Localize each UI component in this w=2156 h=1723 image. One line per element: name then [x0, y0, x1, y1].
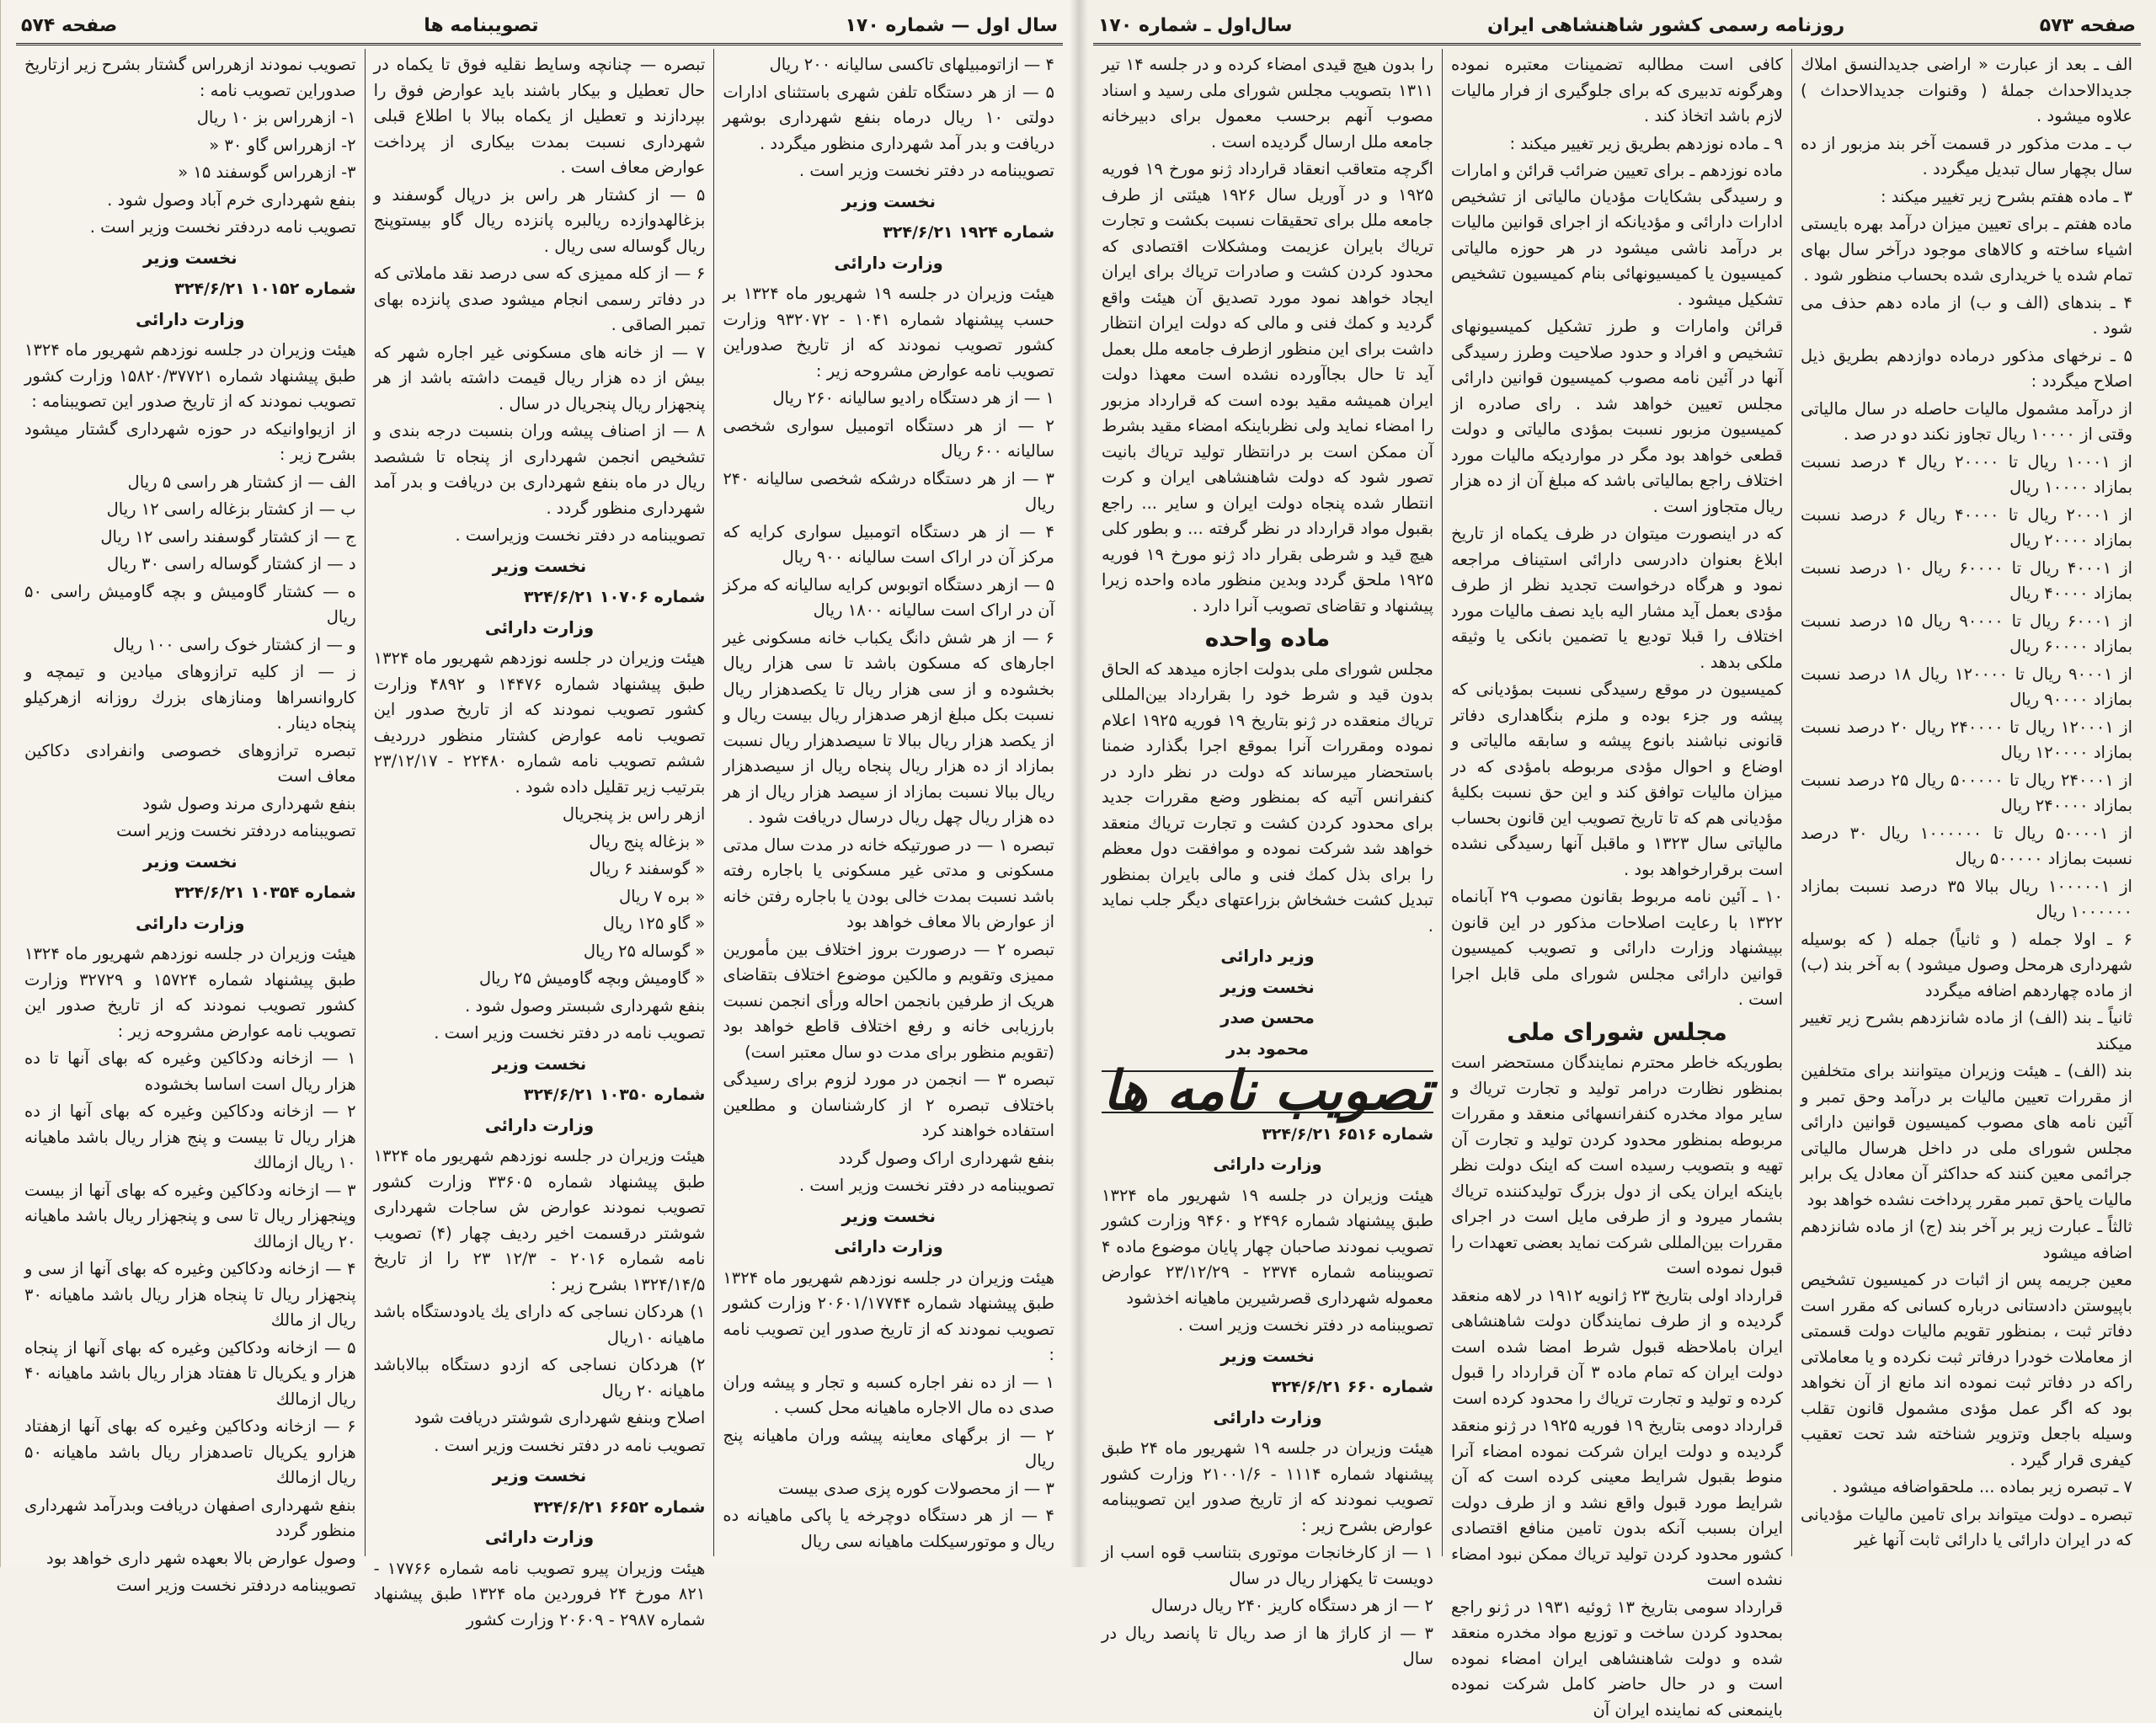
right-columns — [1093, 49, 2141, 1556]
ministry-label: وزارت دارائی — [24, 307, 356, 333]
ministry-label: وزارت دارائی — [374, 616, 706, 642]
paragraph: « گاومیش وبچه گاومیش ۲۵ ریال — [374, 966, 706, 992]
paragraph: هیئت وزیران در جلسه ۱۹ شهریور ماه ۱۳۲۴ بر حسب پیشنهاد شماره ۱۰۴۱ - ۹۳۲۰۷۲ وزارت کشور تصویب نمودند که از تاریخ صدوراین تصویب نامه عوارض مشروحه زیر : — [723, 281, 1054, 384]
paragraph: مجلس شورای ملی بدولت اجازه میدهد که الحاق بدون قید و شرط خود را بقرارداد بین‌المللی تریاك منعقده در ژنو بتاریخ ۱۹ فوریه ۱۹۲۵ اعلام نموده ومقررات آنرا بموقع اجرا بگذارد ضمنا باستحضار میرساند که دولت در نظر دارد در کنفرانس آتیه که بمنظور وضع مقررات جدید برای محدود کردن کشت و تجارت تریاك منعقد خواهد شد شرکت نموده و موافقت دول معظم را برای بذل کمك فنی و مالی بایران بمنظور تبدیل کشت خشخاش بزراعتهای دیگر جلب نماید . — [1102, 657, 1433, 940]
paragraph: ۴ — ازاتومبیلهای تاکسی سالیانه ۲۰۰ ریال — [723, 52, 1054, 78]
paragraph: اگرچه متعاقب انعقاد قرارداد ژنو مورخ ۱۹ فوریه ۱۹۲۵ و در آوریل سال ۱۹۲۶ هیئتی از طرف جامعه ملل برای تحقیقات نسبت بکشت و تجارت تریاك بایران عزیمت ومشکلات اقتصادی که محدود کردن کشت و صادرات تریاك برای ایران ایجاد خواهد نمود مورد تصدیق آن هیئت واقع گردید و کمك فنی و مالی که دولت ایران انتظار داشت برای این منظور ازطرف جامعه ملل بعمل آید تا حال بجاآورده نشده است معهذا دولت ایران همیشه مقید بوده است که قرارداد مزبور را امضاء نماید ولی نظرباینکه امضاء مقید بشرط آن ممکن است بر درانتظار تولید تریاك بانیت تصور شود که دولت شاهنشاهی ایران و کرت انتطار شده پنجاه دولت ایران و سایر ... راجع بقبول مواد قرارداد در نظر گرفته ... و بطور کلی هیچ قید و شرطی بقرار داد ژنو مورخ ۱۹ فوریه ۱۹۲۵ ملحق گردد وبدین منظور ماده واحده زیرا پیشنهاد و تقاضای تصویب آنرا دارد . — [1102, 157, 1433, 619]
ministry-label: وزارت دارائی — [374, 1113, 706, 1139]
paragraph: معین جریمه پس از اثبات در کمیسیون تشخیص باپیوستن دادستانی درباره کسانی که مقرر است دفاتر ثبت ، بمنظور تقویم مالیات دولت قسمتی از معاملات خودرا درفاتر ثبت نکرده و یا معاملاتی راکه در دفاتر ثبت نموده اند مانع از آن نخواهد بود که اگر عمل مؤدی مشمول قانون تقلب وسیله باجعل وتزویر شناخته شد تحت تعقیب کیفری قرار گیرد . — [1801, 1267, 2132, 1473]
paragraph: از ۱۰۰۰۱ ریال تا ۲۰۰۰۰ ریال ۴ درصد نسبت بمازاد ۱۰۰۰۰ ریال — [1801, 450, 2132, 501]
paragraph: ۷ ـ تبصره زیر بماده ... ملحقواضافه میشود . — [1801, 1475, 2132, 1501]
paragraph: هیئت وزیران در جلسه ۱۹ شهریور ماه ۱۳۲۴ طبق پیشنهاد شماره ۲۴۹۶ و ۹۴۶۰ وزارت کشور تصویب نمودند صاحبان چهار پایان موضوع ماده ۴ تصویبنامه شماره ۲۳۷۴ - ۲۳/۱۲/۲۹ عوارض معموله شهرداری قصرشیرین ماهیانه اخذشود — [1102, 1183, 1433, 1312]
paragraph: « بزغاله پنج ریال — [374, 829, 706, 856]
clause-paragraph: تبصره ـ دولت میتواند برای تامین مالیات مؤدیانی که در ایران دارائی یا دارائی ثابت آنها غیر — [1801, 1502, 2132, 1554]
paragraph: ۲ — ازخانه ودکاکین وغیره که بهای آنها از ده هزار ریال تا بیست و پنج هزار ریال باشد ماهیانه ۱۰ ریال ازمالك — [24, 1099, 356, 1176]
paragraph: اصلاح وبنفع شهرداری شوشتر دریافت شود — [374, 1406, 706, 1432]
paragraph: را بدون هیچ قیدی امضاء کرده و در جلسه ۱۴ تیر ۱۳۱۱ بتصویب مجلس شورای ملی رسید و اسناد مصوب آنهم برحسب معمول برای دبیرخانه جامعه ملل ارسال گردیده است . — [1102, 52, 1433, 155]
paragraph: ه — کشتار گاومیش و بچه گاومیش راسی ۵۰ ریال — [24, 579, 356, 631]
decree-reference: شماره ۱۰۳۵۴ ۳۲۴/۶/۲۱ — [24, 880, 356, 906]
paragraph: ۳ — از هر دستگاه درشکه شخصی سالیانه ۲۴۰ ریال — [723, 467, 1054, 518]
paragraph: ب — از کشتار بزغاله راسی ۱۲ ریال — [24, 497, 356, 523]
left-col-1 — [714, 49, 1063, 1556]
decree-reference: شماره ۶۶۰ ۳۲۴/۶/۲۱ — [1102, 1374, 1433, 1400]
ministry-label: وزارت دارائی — [723, 1235, 1054, 1261]
paragraph: از ۴۰۰۰۱ ریال تا ۶۰۰۰۰ ریال ۱۰ درصد نسبت بمازاد ۴۰۰۰۰ ریال — [1801, 556, 2132, 607]
paragraph: از ۱۲۰۰۰۱ ریال تا ۲۴۰۰۰۰ ریال ۲۰ درصد نسبت بمازاد ۱۲۰۰۰۰ ریال — [1801, 715, 2132, 766]
paragraph: ۲ — از هر دستگاه کاریز ۲۴۰ ریال درسال — [1102, 1593, 1433, 1619]
paragraph: ۵ ـ نرخهای مذکور درماده دوازدهم بطریق ذیل اصلاح میگردد : — [1801, 344, 2132, 395]
left-section-title: تصویبنامه ها — [424, 15, 538, 36]
paragraph: ۵ — از کشتار هر راس بز درپال گوسفند و بزغالهدوازده ریالبره پانزده ریال گاو بیستوپنج ریال گوساله سی ریال . — [374, 183, 706, 260]
paragraph: از درآمد مشمول مالیات حاصله در سال مالیاتی وقتی از ۱۰۰۰۰ ریال تجاوز نکند دو در صد . — [1801, 397, 2132, 448]
left-page-header — [16, 12, 1063, 45]
paragraph: تصویبنامه در دفتر نخست وزیر است . — [1102, 1313, 1433, 1339]
paragraph: ۳ — از کاراژ ها از صد ریال تا پانصد ریال در سال — [1102, 1621, 1433, 1672]
signature-line: نخست وزیر — [374, 1052, 706, 1078]
clause-paragraph: بند (الف) ـ هیئت وزیران میتوانند برای متخلفین از مقررات تعیین مالیات بر درآمد وحق تمبر و آئین نامه های مصوب کمیسیون قوانین دارائی مجلس شورای ملی در داخل هرسال مالیاتی جرائمی معین کنند که حداکثر آن معادل یک برابر مالیات یاحق تمبر مقرر پرداخت نشده خواهد بود — [1801, 1059, 2132, 1213]
clause-paragraph: ثالثاً ـ عبارت زیر بر آخر بند (ج) از ماده شانزدهم اضافه میشود — [1801, 1214, 2132, 1266]
signature-line: نخست وزیر — [723, 189, 1054, 216]
right-page-label: صفحه ۵۷۳ — [2040, 15, 2136, 36]
clause-paragraph: تبصره — چنانچه وسایط نقلیه فوق تا یکماه در حال تعطیل و بیکار باشند باید عوارض فوق را بپردازند و تعطیل از یکماه ببالا با اطلاع قبلی شهرداری نسبت بمدت بیکاری از پرداخت عوارض معاف است . — [374, 52, 706, 181]
signature-line: نخست وزیر — [24, 850, 356, 876]
signature-line: نخست وزیر — [1102, 975, 1433, 1001]
paragraph: ۴ — از هر دستگاه اتومبیل سواری کرایه که مرکز آن در اراک است سالیانه ۹۰۰ ریال — [723, 520, 1054, 571]
left-col-2 — [366, 49, 715, 1556]
signature-line: وزیر دارائی — [1102, 944, 1433, 970]
paragraph: ۶ — از کله ممیزی که سی درصد نقد ماملاتی که در دفاتر رسمی انجام میشود صدی پانزده بهای تمبر الصاقی . — [374, 261, 706, 339]
paragraph: هیئت وزیران در جلسه نوزدهم شهریور ماه ۱۳۲۴ طبق پیشنهاد شماره ۳۳۶۰۵ وزارت کشور تصویب نمودند عوارض ش ساجات شهرداری شوشتر درقسمت اخیر ردیف چهار (۴) تصویب نامه شماره ۲۰۱۶ - ۱۲/۳ ۲۳ را از تاریخ ۱۳۲۴/۱۴/۵ بشرح زیر : — [374, 1144, 706, 1298]
clause-paragraph: الف — از کشتار هر راسی ۵ ریال — [24, 470, 356, 496]
clause-paragraph: ماده هفتم ـ برای تعیین میزان درآمد بهره بایستی اشیاء ساخته و کالاهای موجود درآخر سال بهای تمام شده یا خریداری شده بحساب منظور شود . — [1801, 211, 2132, 289]
paragraph: ۸ — از اصناف پیشه وران بنسبت درجه بندی و تشخیص انجمن شهرداری از پنجاه تا ششصد ریال در ماه بنفع شهرداری بن دریافت و بدر آمد شهرداری منظور گردد . — [374, 419, 706, 521]
paragraph: « گوساله ۲۵ ریال — [374, 939, 706, 965]
ministry-label: وزارت دارائی — [723, 251, 1054, 277]
paragraph: بنفع شهرداری مرند وصول شود — [24, 792, 356, 818]
paragraph: « گوسفند ۶ ریال — [374, 856, 706, 883]
paragraph: تصویبنامه در دفتر نخست وزیر است . — [723, 1173, 1054, 1199]
paragraph: کمیسیون در موقع رسیدگی نسبت بمؤدیانی که پیشه ور جزء بوده و ملزم بنگاهداری دفاتر قانونی نباشند بانوع پیشه و سابقه مالیاتی و اوضاع و احوال مؤدی مربوطه بامؤدی که در میزان مالیات توافق کند و این حق نسبت بکلیهٔ مؤدیانی هم که تا تاریخ تصویب این قانون بحساب مالیاتی سال ۱۳۲۳ و ماقبل آنها رسیدگی نشده است برقرارخواهد بود . — [1451, 677, 1783, 883]
paragraph: ۳ ـ ماده هفتم بشرح زیر تغییر میکند : — [1801, 184, 2132, 211]
paragraph: ۱۰ ـ آئین نامه مربوط بقانون مصوب ۲۹ آبانماه ۱۳۲۲ با رعایت اصلاحات مذکور در این قانون بپیشنهاد وزارت دارائی و تصویب کمیسیون قوانین دارائی مجلس شورای ملی قابل اجرا است . — [1451, 884, 1783, 1013]
ministry-label: وزارت دارائی — [374, 1525, 706, 1551]
clause-paragraph: ماده نوزدهم ـ برای تعیین ضرائب قرائن و امارات و رسیدگی بشکایات مؤدیان مالیاتی از تشخیص ادارات دارائی و مؤدیانکه از اجرای قوانین مالیات بر درآمد ناشی میشود در هر حوزه مالیاتی کمیسیون یا کمیسیونهائی بنام کمیسیون تشخیص تشکیل میشود . — [1451, 158, 1783, 312]
section-heading: ماده واحده — [1102, 626, 1433, 652]
paragraph: « گاو ۱۲۵ ریال — [374, 911, 706, 937]
paragraph: تصویب نمودند ازهرراس گشتار بشرح زیر ازتاریخ صدوراین تصویب نامه : — [24, 52, 356, 104]
paragraph: بطوریکه خاطر محترم نمایندگان مستحضر است بمنظور نظارت درامر تولید و تجارت تریاك و سایر مواد مخدره کنفرانسهائی منعقد و مقررات مربوطه بمنظور محدود کردن تولید و تجارت آن تهیه و بتصویب رسیده است که اینک دولت نظر باینکه ایران یکی از دول بزرگ تولیدکننده تریاك بشمار میرود و از طرفی مایل است در اجرای مقررات بین‌المللی شرکت نماید بعضی تعهدات را قبول نموده است — [1451, 1050, 1783, 1282]
section-banner: تصویب نامه ها — [1102, 1070, 1433, 1113]
paragraph: هیئت وزیران در جلسه نوزدهم شهریور ماه ۱۳۲۴ طبق پیشنهاد شماره ۱۵۸۲۰/۳۷۷۲۱ وزارت کشور تصویب نمودند که از تاریخ صدور این تصویبنامه : — [24, 338, 356, 415]
right-col-3 — [1093, 49, 1443, 1556]
right-col-1 — [1792, 49, 2141, 1556]
paragraph: از ۵۰۰۰۰۱ ریال تا ۱۰۰۰۰۰۰ ریال ۳۰ درصد نسبت بمازاد ۵۰۰۰۰۰ ریال — [1801, 821, 2132, 872]
signature-line: نخست وزیر — [374, 554, 706, 580]
paragraph: از ۲۴۰۰۰۱ ریال تا ۵۰۰۰۰۰ ریال ۲۵ درصد نسبت بمازاد ۲۴۰۰۰۰ ریال — [1801, 768, 2132, 819]
paragraph: وصول عوارض بالا بعهده شهر داری خواهد بود — [24, 1546, 356, 1572]
paragraph: هیئت وزیران در جلسه نوزدهم شهریور ماه ۱۳۲۴ طبق پیشنهاد شماره ۱۵۷۲۴ و ۳۲۷۲۹ وزارت کشور تصویب نمودند که از تاریخ صدور این تصویب نامه عوارض مشروحه زیر : — [24, 942, 356, 1044]
paragraph: ج — از کشتار گوسفند راسی ۱۲ ریال — [24, 525, 356, 551]
paragraph: ۱ — از کارخانجات موتوری بتناسب قوه اسب از دویست تا یکهزار ریال در سال — [1102, 1540, 1433, 1592]
paragraph: قرائن وامارات و طرز تشکیل کمیسیونهای تشخیص و افراد و حدود صلاحیت وطرز رسیدگی آنها در آئین نامه مصوب کمیسیون قوانین دارائی مجلس تعیین خواهد شد . رای صادره از کمیسیون مزبور نسبت بمؤدی مالیاتی و دولت قطعی خواهد بود مگر در مواردیکه مالیات مورد اختلاف راجع بمالیاتی باشد که مبلغ آن از ده هزار ریال متجاوز است . — [1451, 314, 1783, 520]
right-year-issue: سال‌اول ـ شماره ۱۷۰ — [1098, 15, 1292, 36]
paragraph: ۳ — ازخانه ودکاکین وغیره که بهای آنها از بیست وپنجهزار ریال تا سی و پنجهزار ریال باشد ماهیانه ۲۰ ریال ازمالك — [24, 1178, 356, 1256]
clause-paragraph: تبصره ترازوهای خصوصی وانفرادی دکاکین معاف است — [24, 739, 356, 790]
paragraph: ۲ — از هر دستگاه اتومبیل سواری شخصی سالیانه ۶۰۰ ریال — [723, 413, 1054, 465]
clause-paragraph: تبصره ۲ — درصورت بروز اختلاف بین مأمورین ممیزی وتقویم و مالکین موضوع اختلاف بتقاضای هریک از طرفین بانجمن احاله ورأی انجمن نسبت بارزیابی خانه و رفع اختلاف قاطع خواهد بود (تقویم منظور برای مدت دو سال معتبر است) — [723, 937, 1054, 1066]
right-col-2 — [1443, 49, 1792, 1556]
paragraph: تصویبنامه در دفتر نخست وزیراست . — [374, 523, 706, 549]
paragraph: قرارداد اولی بتاریخ ۲۳ ژانویه ۱۹۱۲ در لاهه منعقد گردیده و از طرف نمایندگان دولت شاهنشاهی ایران باملاحظه قبول شرط امضا شده است دولت ایران که تمام ماده ۳ آن قرارداد را قبول کرده و تولید و تجارت تریاك را محدود کرده است — [1451, 1283, 1783, 1412]
clause-paragraph: تبصره ۳ — انجمن در مورد لزوم برای رسیدگی باختلاف تبصره ۲ از کارشناسان و مطلعین استفاده خواهند کرد — [723, 1067, 1054, 1144]
clause-paragraph: تبصره ۱ — در صورتیکه خانه در مدت سال مدتی مسکونی و مدتی غیر مسکونی یا باجاره رفته باشد نسبت بمدت خالی بودن یا باجاره رفتن خانه از عوارض بالا معاف خواهد بود — [723, 833, 1054, 936]
paragraph: قرارداد دومی بتاریخ ۱۹ فوریه ۱۹۲۵ در ژنو منعقد گردیده و دولت ایران شرکت نموده امضاء آنرا منوط بقبول شرایط معینی کرده است که آن شرایط مورد قبول واقع نشد و از طرف دولت ایران بسبب آنکه بدون تامین منافع اقتصادی کشور محدود کردن تولید تریاك ممکن نبود امضاء نشده است — [1451, 1413, 1783, 1593]
paragraph: از ۱۰۰۰۰۰۱ ریال ببالا ۳۵ درصد نسبت بمازاد ۱۰۰۰۰۰۰ ریال — [1801, 874, 2132, 926]
right-newspaper-title: روزنامه رسمی کشور شاهنشاهی ایران — [1487, 15, 1844, 36]
signature-line: محمود بدر — [1102, 1037, 1433, 1063]
left-columns — [16, 49, 1063, 1556]
ministry-label: وزارت دارائی — [1102, 1152, 1433, 1178]
decree-reference: شماره ۱۰۳۵۰ ۳۲۴/۶/۲۱ — [374, 1082, 706, 1108]
ministry-label: وزارت دارائی — [24, 911, 356, 937]
paragraph: بنفع شهرداری خرم آباد وصول شود . — [24, 188, 356, 214]
paragraph: د — از کشتار گوساله راسی ۳۰ ریال — [24, 552, 356, 578]
decree-reference: شماره ۱۰۷۰۶ ۳۲۴/۶/۲۱ — [374, 584, 706, 611]
paragraph: تصویب نامه دردفتر نخست وزیر است . — [24, 215, 356, 241]
signature-line: نخست وزیر — [374, 1464, 706, 1490]
paragraph: ۱- ازهرراس بز ۱۰ ریال — [24, 105, 356, 131]
paragraph: ۱ — از هر دستگاه رادیو سالیانه ۲۶۰ ریال — [723, 386, 1054, 412]
right-page — [1078, 0, 2156, 1567]
paragraph: ز — از کلیه ترازوهای میادین و تیمچه و کاروانسراها ومنازهای بزرك روزانه ازهرکیلو پنجاه دینار . — [24, 659, 356, 737]
paragraph: و — از کشتار خوک راسی ۱۰۰ ریال — [24, 632, 356, 659]
section-heading: مجلس شورای ملی — [1451, 1020, 1783, 1046]
ministry-label: وزارت دارائی — [1102, 1406, 1433, 1432]
paragraph: از ۶۰۰۰۱ ریال تا ۹۰۰۰۰ ریال ۱۵ درصد نسبت بمازاد ۶۰۰۰۰ ریال — [1801, 609, 2132, 660]
paragraph: بنفع شهرداری اراک وصول گردد — [723, 1146, 1054, 1172]
paragraph: ۲- ازهرراس گاو ۳۰ « — [24, 133, 356, 159]
clause-paragraph: ثانیاً ـ بند (الف) از ماده شانزدهم بشرح زیر تغییر میکند — [1801, 1006, 2132, 1057]
left-page — [0, 0, 1078, 1567]
paragraph: ۵ — از هر دستگاه تلفن شهری باستثنای ادارات دولتی ۱۰ ریال درماه بنفع شهرداری بوشهر دریافت و بدر آمد شهرداری منظور میگردد . — [723, 80, 1054, 157]
paragraph: که در اینصورت میتوان در ظرف یکماه از تاریخ ابلاغ بعنوان دادرسی دارائی استیناف مراجعه نمود و هرگاه درخواست تجدید نظر از طرف مؤدی بعمل آید مشار الیه باید نصف مالیات مورد اختلاف را قبلا تودیع یا تضمین بانکی یا وثیقه ملکی بدهد . — [1451, 521, 1783, 675]
paragraph: هیئت وزیران در جلسه ۱۹ شهریور ماه ۲۴ طبق پیشنهاد شماره ۱۱۱۴ - ۲۱۰۰۱/۶ وزارت کشور تصویب نمودند که از تاریخ صدور این تصویبنامه عوارض بشرح زیر : — [1102, 1436, 1433, 1539]
signature-line: نخست وزیر — [723, 1204, 1054, 1230]
right-page-header — [1093, 12, 2141, 45]
paragraph: ۲) هردکان نساجی که ازدو دستگاه ببالاباشد ماهیانه ۲۰ ریال — [374, 1352, 706, 1404]
paragraph: ۱ — ازخانه ودکاکین وغیره که بهای آنها تا ده هزار ریال است اساسا بخشوده — [24, 1046, 356, 1097]
paragraph: تصویب نامه در دفتر نخست وزیر است . — [374, 1021, 706, 1047]
paragraph: از ازیواوانیکه در حوزه شهرداری گشتار میشود بشرح زیر : — [24, 417, 356, 468]
paragraph: از ۹۰۰۰۱ ریال تا ۱۲۰۰۰۰ ریال ۱۸ درصد نسبت بمازاد ۹۰۰۰۰ ریال — [1801, 662, 2132, 713]
signature-line: نخست وزیر — [1102, 1344, 1433, 1370]
paragraph: از ۲۰۰۰۱ ریال تا ۴۰۰۰۰ ریال ۶ درصد نسبت بمازاد ۲۰۰۰۰ ریال — [1801, 503, 2132, 554]
paragraph: ۶ — ازخانه ودکاکین وغیره که بهای آنها ازهفتاد هزارو یکریال تاصدهزار ریال باشد ماهیانه ۵۰ ریال ازمالك — [24, 1414, 356, 1491]
paragraph: قرارداد سومی بتاریخ ۱۳ ژوئیه ۱۹۳۱ در ژنو راجع بمحدود کردن ساخت و توزیع مواد مخدره منعقد شده و دولت شاهنشاهی ایران امضاء نموده است و در حال حاضر کامل شرکت نموده باینمعنی که نماینده ایران آن — [1451, 1595, 1783, 1723]
decree-reference: شماره ۶۵۱۶ ۳۲۴/۶/۲۱ — [1102, 1122, 1433, 1148]
paragraph: ۷ — از خانه های مسکونی غیر اجاره شهر که بیش از ده هزار ریال قیمت داشته باشد از هر پنجهزار ریال پنجریال در سال . — [374, 340, 706, 418]
page-gutter — [1070, 0, 1088, 1567]
left-year-issue: سال اول — شماره ۱۷۰ — [845, 15, 1058, 36]
paragraph: تصویبنامه دردفتر نخست وزیر است — [24, 1573, 356, 1599]
signature-line: نخست وزیر — [24, 246, 356, 272]
paragraph: ۱ — از ده نفر اجاره کسبه و تجار و پیشه وران صدی ده مال الاجاره ماهیانه محل کسب . — [723, 1370, 1054, 1422]
paragraph: ۱) هردکان نساجی که دارای یك یادودستگاه باشد ماهیانه ۱۰ریال — [374, 1299, 706, 1351]
paragraph: بنفع شهرداری شبستر وصول شود . — [374, 994, 706, 1020]
paragraph: ۶ ـ اولا جمله ( و ثانیاً) جمله ( که بوسیله شهرداری هرمحل وصول میشود ) به آخر بند (ب) از ماده چهاردهم اضافه میگردد — [1801, 927, 2132, 1005]
decree-reference: شماره ۱۹۲۴ ۳۲۴/۶/۲۱ — [723, 220, 1054, 246]
paragraph: بنفع شهرداری اصفهان دریافت وبدرآمد شهرداری منظور گردد — [24, 1493, 356, 1544]
left-page-label: صفحه ۵۷۴ — [21, 15, 117, 36]
clause-paragraph: الف ـ بعد از عبارت « اراضی جدیدالنسق املاك جدیدالاحداث جملهٔ ( وقنوات جدیدالاحداث ) علاوه میشود . — [1801, 52, 2132, 130]
paragraph: ۲ — از برگهای معاینه پیشه وران ماهیانه پنج ریال — [723, 1423, 1054, 1475]
paragraph: تصویب نامه در دفتر نخست وزیر است . — [374, 1433, 706, 1459]
paragraph: ب ـ مدت مذکور در قسمت آخر بند مزبور از ده سال بچهار سال تبدیل میگردد . — [1801, 131, 2132, 183]
paragraph: ۳ — از محصولات کوره پزی صدی بیست — [723, 1476, 1054, 1502]
paragraph: ۶ — از هر شش دانگ یکباب خانه مسکونی غیر اجارهای که مسکون باشد تا سی هزار ریال بخشوده و از سی هزار ریال تا یکصدهزار ریال نسبت بکل مبلغ ازهر صدهزار ریال بیست ریال و از یکصد هزار ریال ببالا تا سیصدهزار ریال نسبت بمازاد از ده هزار ریال پنجاه ریال از سیصدهزار ریال ببالا نسبت بمازاد از سیصد هزار ریال از هر ده هزار ریال چهل ریال درسال دریافت شود . — [723, 626, 1054, 831]
paragraph: تصویبنامه در دفتر نخست وزیر است . — [723, 158, 1054, 184]
paragraph: ۹ ـ ماده نوزدهم بطریق زیر تغییر میکند : — [1451, 131, 1783, 157]
paragraph: هیئت وزیران در جلسه نوزدهم شهریور ماه ۱۳۲۴ طبق پیشنهاد شماره ۱۴۴۷۶ و ۴۸۹۲ وزارت کشور تصویب نمودند که از تاریخ صدور این تصویب نامه عوارض کشتار منظور درردیف ششم تصویب نامه شماره ۲۲۴۸۰ - ۲۳/۱۲/۱۷ بترتیب زیر تقلیل داده شود . — [374, 646, 706, 800]
paragraph: ۴ — از هر دستگاه دوچرخه یا پاکی ماهیانه ده ریال و موتورسیکلت ماهیانه سی ریال — [723, 1503, 1054, 1555]
signature-line: محسن صدر — [1102, 1006, 1433, 1032]
paragraph: ۴ — ازخانه ودکاکین وغیره که بهای آنها از سی و پنجهزار ریال تا پنجاه هزار ریال باشد ماهیانه ۳۰ ریال از مالك — [24, 1256, 356, 1334]
paragraph: ۵ — ازهر دستگاه اتوبوس کرایه سالیانه که مرکز آن در اراک است سالیانه ۱۸۰۰ ریال — [723, 573, 1054, 624]
paragraph: کافی است مطالبه تضمینات معتبره نموده وهرگونه تدبیری که برای جلوگیری از فرار مالیات لازم باشد اتخاذ کند . — [1451, 52, 1783, 130]
paragraph: ۵ — ازخانه ودکاکین وغیره که بهای آنها از پنجاه هزار و یکریال تا هفتاد هزار ریال باشد ماهیانه ۴۰ ریال ازمالك — [24, 1336, 356, 1413]
decree-reference: شماره ۶۶۵۲ ۳۲۴/۶/۲۱ — [374, 1495, 706, 1521]
paragraph: هیئت وزیران پیرو تصویب نامه شماره ۱۷۷۶۶ - ۸۲۱ مورخ ۲۴ فروردین ماه ۱۳۲۴ طبق پیشنهاد شماره ۲۹۸۷ - ۲۰۶۰۹ وزارت کشور — [374, 1556, 706, 1634]
paragraph: هیئت وزیران در جلسه نوزدهم شهریور ماه ۱۳۲۴ طبق پیشنهاد شماره ۲۰۶۰۱/۱۷۷۴۴ وزارت کشور تصویب نمودند که از تاریخ صدور این تصویب نامه : — [723, 1266, 1054, 1368]
left-col-3 — [16, 49, 366, 1556]
paragraph: ازهر راس بز پنجریال — [374, 802, 706, 828]
paragraph: ۴ ـ بندهای (الف و ب) از ماده دهم حذف می شود . — [1801, 291, 2132, 342]
paragraph: ۳- ازهرراس گوسفند ۱۵ « — [24, 160, 356, 186]
paragraph: تصویبنامه دردفتر نخست وزیر است — [24, 819, 356, 845]
paragraph: « بره ۷ ریال — [374, 884, 706, 910]
decree-reference: شماره ۱۰۱۵۲ ۳۲۴/۶/۲۱ — [24, 276, 356, 302]
